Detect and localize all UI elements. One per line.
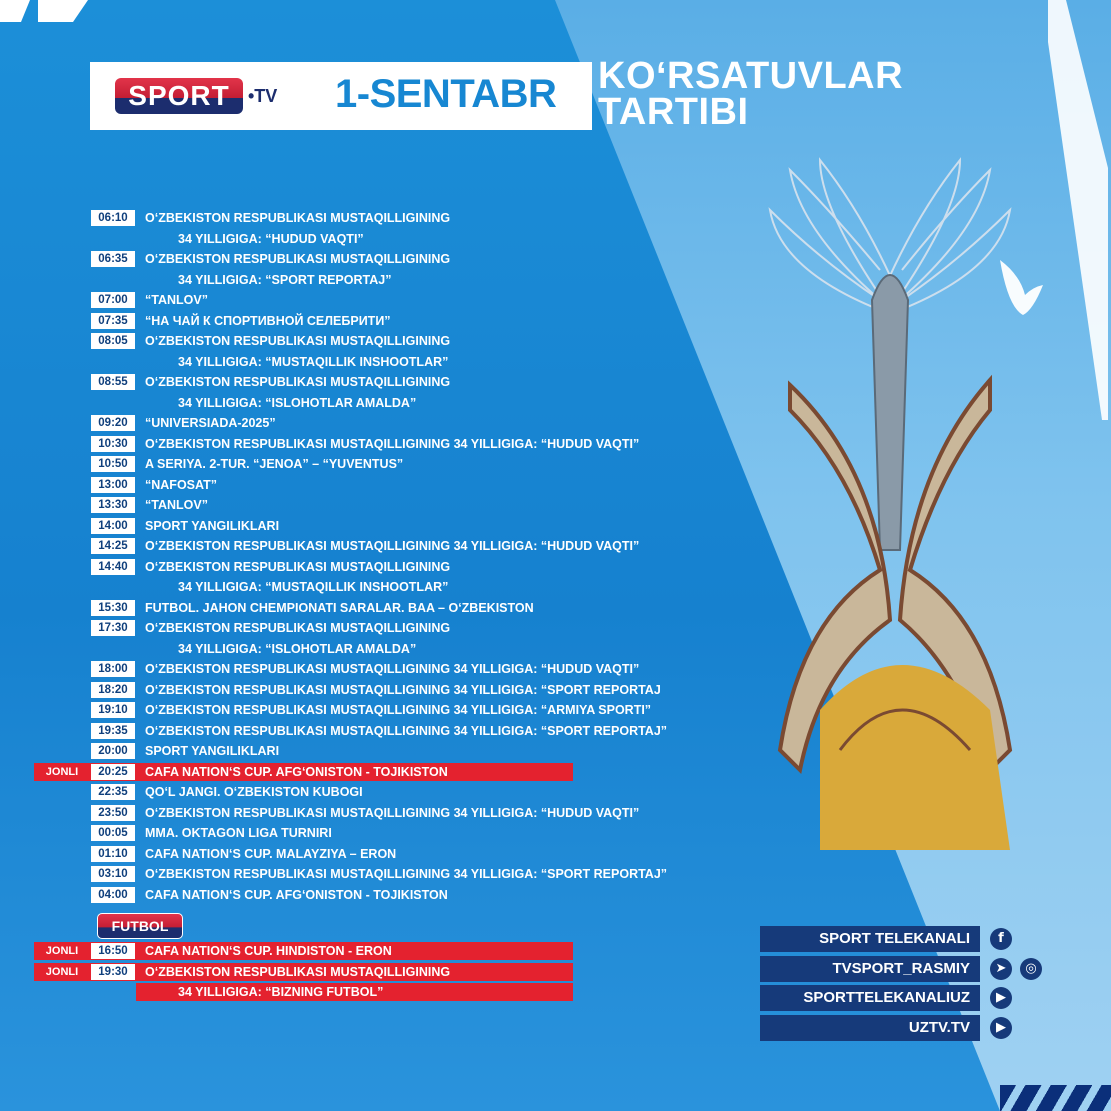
schedule-title: O‘ZBEKISTON RESPUBLIKASI MUSTAQILLIGINING <box>145 252 451 266</box>
schedule-row <box>0 208 760 229</box>
schedule-time: 00:05 <box>91 825 135 841</box>
schedule-title: O‘ZBEKISTON RESPUBLIKASI MUSTAQILLIGINING <box>145 211 451 225</box>
schedule-title: O‘ZBEKISTON RESPUBLIKASI MUSTAQILLIGINING <box>145 559 451 574</box>
schedule-time: 19:30 <box>91 964 135 980</box>
schedule-row <box>0 844 760 865</box>
schedule-title: “NAFOSAT” <box>145 477 217 492</box>
schedule-row <box>0 680 760 701</box>
schedule-time: 01:10 <box>91 846 135 862</box>
schedule-title: FUTBOL. JAHON CHEMPIONATI SARALAR. BAA – O‘ZBEKISTON <box>145 600 534 615</box>
schedule-title: O‘ZBEKISTON RESPUBLIKASI MUSTAQILLIGINING <box>145 964 451 979</box>
schedule-title: O‘ZBEKISTON RESPUBLIKASI MUSTAQILLIGINING <box>145 375 451 389</box>
schedule-time: 10:50 <box>91 456 135 472</box>
schedule-time: 22:35 <box>91 784 135 800</box>
schedule-time: 18:20 <box>91 682 135 698</box>
social-handle[interactable]: SPORTTELEKANALIUZ <box>760 985 980 1011</box>
schedule-time: 20:25 <box>91 764 135 780</box>
schedule-title: O‘ZBEKISTON RESPUBLIKASI MUSTAQILLIGINING 34 YILLIGIGA: “ARMIYA SPORTI” <box>145 703 652 717</box>
schedule-time: 15:30 <box>91 600 135 616</box>
futbol-badge: FUTBOL <box>97 913 183 939</box>
schedule-time: 06:10 <box>91 210 135 226</box>
schedule-row <box>0 311 760 332</box>
telegram-icon[interactable]: ➤ <box>990 958 1012 980</box>
schedule-time: 07:35 <box>91 313 135 329</box>
social-handle[interactable]: SPORT TELEKANALI <box>760 926 980 952</box>
schedule-time: 16:50 <box>91 943 135 959</box>
schedule-row <box>0 495 760 516</box>
schedule-title: O‘ZBEKISTON RESPUBLIKASI MUSTAQILLIGINING <box>145 334 451 348</box>
schedule-row <box>0 270 760 291</box>
schedule-time: 03:10 <box>91 866 135 882</box>
schedule-row <box>0 639 760 660</box>
futbol-schedule-list <box>0 941 760 1003</box>
schedule-time: 14:00 <box>91 518 135 534</box>
schedule-title: 34 YILLIGIGA: “BIZNING FUTBOL” <box>178 985 384 999</box>
schedule-title: CAFA NATION‘S CUP. HINDISTON - ERON <box>145 944 392 958</box>
schedule-title: CAFA NATION‘S CUP. MALAYZIYA – ERON <box>145 846 397 861</box>
schedule-row <box>0 536 760 557</box>
page-title-line1: KO‘RSATUVLAR <box>598 55 904 97</box>
schedule-time: 13:00 <box>91 477 135 493</box>
schedule-row <box>0 454 760 475</box>
schedule-row <box>0 434 760 455</box>
schedule-row <box>0 721 760 742</box>
schedule-row <box>0 741 760 762</box>
schedule-title: SPORT YANGILIKLARI <box>145 744 280 758</box>
schedule-title: O‘ZBEKISTON RESPUBLIKASI MUSTAQILLIGINING 34 YILLIGIGA: “HUDUD VAQTI” <box>145 539 640 553</box>
schedule-title: 34 YILLIGIGA: “HUDUD VAQTI” <box>178 231 364 246</box>
schedule-list <box>0 208 760 905</box>
decor-stripe <box>1000 1085 1111 1111</box>
schedule-row <box>0 598 760 619</box>
play-icon[interactable]: ▶ <box>990 1017 1012 1039</box>
independence-monument-image <box>760 150 1090 910</box>
schedule-row <box>0 803 760 824</box>
schedule-row <box>0 352 760 373</box>
schedule-title: “НА ЧАЙ К СПОРТИВНОЙ СЕЛЕБРИТИ” <box>145 313 391 328</box>
schedule-row <box>0 229 760 250</box>
schedule-row <box>0 885 760 906</box>
schedule-time: 19:35 <box>91 723 135 739</box>
schedule-time: 23:50 <box>91 805 135 821</box>
schedule-row <box>0 762 760 783</box>
schedule-time: 08:55 <box>91 374 135 390</box>
schedule-row <box>0 393 760 414</box>
schedule-title: CAFA NATION‘S CUP. AFG‘ONISTON - TOJIKISTON <box>145 887 448 902</box>
schedule-title: O‘ZBEKISTON RESPUBLIKASI MUSTAQILLIGINING <box>145 621 451 635</box>
schedule-date: 1-SENTABR <box>335 72 557 116</box>
schedule-title: CAFA NATION‘S CUP. AFG‘ONISTON - TOJIKISTON <box>145 764 448 779</box>
schedule-row <box>0 618 760 639</box>
schedule-title: O‘ZBEKISTON RESPUBLIKASI MUSTAQILLIGINING 34 YILLIGIGA: “SPORT REPORTAJ <box>145 682 661 697</box>
schedule-time: 04:00 <box>91 887 135 903</box>
schedule-row <box>0 782 760 803</box>
social-handle[interactable]: UZTV.TV <box>760 1015 980 1041</box>
schedule-row <box>0 372 760 393</box>
schedule-title: 34 YILLIGIGA: “ISLOHOTLAR AMALDA” <box>178 641 417 656</box>
schedule-title: 34 YILLIGIGA: “ISLOHOTLAR AMALDA” <box>178 395 417 410</box>
schedule-time: 08:05 <box>91 333 135 349</box>
schedule-time: 13:30 <box>91 497 135 513</box>
schedule-row <box>0 290 760 311</box>
schedule-row <box>0 982 760 1003</box>
live-label: JONLI <box>45 945 79 957</box>
schedule-row <box>0 823 760 844</box>
logo-suffix: •TV <box>248 86 278 106</box>
schedule-row <box>0 557 760 578</box>
schedule-title: O‘ZBEKISTON RESPUBLIKASI MUSTAQILLIGINING 34 YILLIGIGA: “HUDUD VAQTI” <box>145 662 640 676</box>
schedule-row <box>0 700 760 721</box>
schedule-title: “TANLOV” <box>145 293 208 307</box>
schedule-title: O‘ZBEKISTON RESPUBLIKASI MUSTAQILLIGINING 34 YILLIGIGA: “SPORT REPORTAJ” <box>145 867 668 881</box>
schedule-title: 34 YILLIGIGA: “SPORT REPORTAJ” <box>178 272 392 287</box>
schedule-title: 34 YILLIGIGA: “MUSTAQILLIK INSHOOTLAR” <box>178 580 449 594</box>
schedule-row <box>0 331 760 352</box>
schedule-time: 14:40 <box>91 559 135 575</box>
schedule-row <box>0 659 760 680</box>
schedule-title: 34 YILLIGIGA: “MUSTAQILLIK INSHOOTLAR” <box>178 354 449 369</box>
schedule-time: 07:00 <box>91 292 135 308</box>
schedule-row <box>0 864 760 885</box>
schedule-row <box>0 577 760 598</box>
schedule-title: QO‘L JANGI. O‘ZBEKISTON KUBOGI <box>145 785 363 799</box>
header-bar <box>90 62 592 130</box>
schedule-title: O‘ZBEKISTON RESPUBLIKASI MUSTAQILLIGINING 34 YILLIGIGA: “SPORT REPORTAJ” <box>145 723 668 738</box>
schedule-time: 10:30 <box>91 436 135 452</box>
live-label: JONLI <box>45 965 79 978</box>
schedule-title: O‘ZBEKISTON RESPUBLIKASI MUSTAQILLIGINING 34 YILLIGIGA: “HUDUD VAQTI” <box>145 436 640 451</box>
schedule-row <box>0 249 760 270</box>
schedule-row <box>0 962 760 983</box>
schedule-row <box>0 475 760 496</box>
schedule-row <box>0 941 760 962</box>
schedule-row <box>0 516 760 537</box>
page-title <box>598 55 904 133</box>
schedule-title: A SERIYA. 2-TUR. “JENOA” – “YUVENTUS” <box>145 457 404 471</box>
page-title-line2: TARTIBI <box>598 91 749 133</box>
social-handle[interactable]: TVSPORT_RASMIY <box>760 956 980 982</box>
schedule-time: 17:30 <box>91 620 135 636</box>
youtube-icon[interactable]: ▶ <box>990 987 1012 1009</box>
schedule-title: SPORT YANGILIKLARI <box>145 518 280 533</box>
facebook-icon[interactable]: f <box>990 928 1012 950</box>
sport-tv-logo: SPORT <box>115 78 243 114</box>
schedule-title: O‘ZBEKISTON RESPUBLIKASI MUSTAQILLIGINING 34 YILLIGIGA: “HUDUD VAQTI” <box>145 805 640 820</box>
schedule-time: 06:35 <box>91 251 135 267</box>
schedule-time: 18:00 <box>91 661 135 677</box>
live-label: JONLI <box>45 765 79 778</box>
schedule-time: 14:25 <box>91 538 135 554</box>
schedule-title: MMA. OKTAGON LIGA TURNIRI <box>145 826 332 840</box>
schedule-title: “UNIVERSIADA-2025” <box>145 416 276 430</box>
schedule-time: 20:00 <box>91 743 135 759</box>
instagram-icon[interactable]: ◎ <box>1020 958 1042 980</box>
schedule-row <box>0 413 760 434</box>
schedule-time: 09:20 <box>91 415 135 431</box>
schedule-title: “TANLOV” <box>145 498 208 512</box>
schedule-time: 19:10 <box>91 702 135 718</box>
